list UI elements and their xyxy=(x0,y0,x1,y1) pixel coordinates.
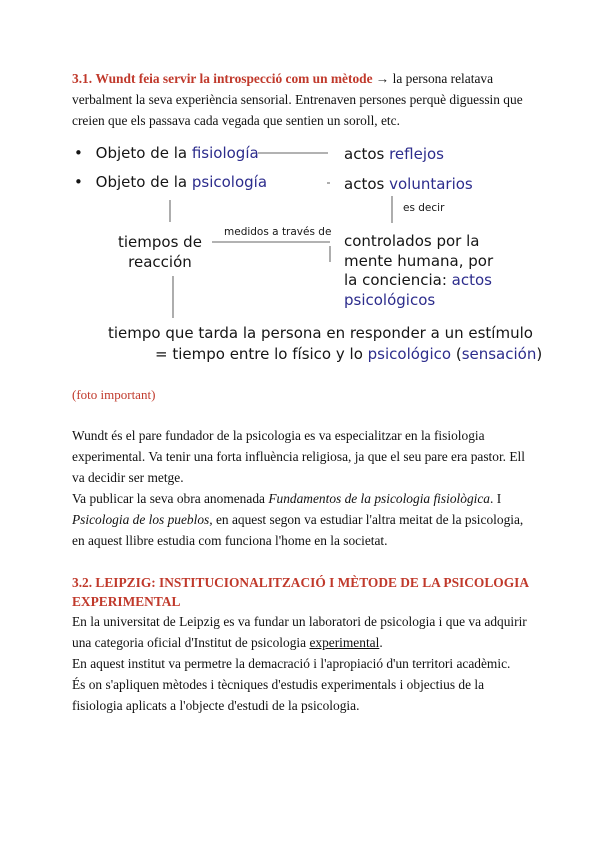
section-3-1-lead: Wundt feia servir la introspecció com un mètode xyxy=(95,71,373,86)
row-prefix: Objeto de la xyxy=(95,173,188,191)
wundt-line-2: experimental. Va tenir una forta influència religiosa, ja que el seu pare era pastor. Ell xyxy=(72,449,525,464)
voluntarios-term: voluntarios xyxy=(389,175,473,193)
actos-voluntarios xyxy=(344,175,473,193)
psicologico-term: psicológico xyxy=(367,345,452,363)
section-3-1-text: la persona relatava xyxy=(392,71,494,86)
wundt-line-4-b: . I xyxy=(490,491,502,506)
section-3-1-line-1 xyxy=(72,69,528,90)
psicologicos-term: psicológicos xyxy=(344,290,436,309)
actos-prefix: actos xyxy=(344,175,385,193)
section-3-2-line-3: En aquest institut va permetre la demacració i l'apropiació d'un territori acadèmic. xyxy=(72,656,511,671)
controlados-line-1: controlados por la xyxy=(344,232,480,250)
tiempos-reaccion xyxy=(118,232,202,272)
section-3-2-heading xyxy=(72,573,532,611)
wundt-line-4 xyxy=(72,489,528,510)
paren-close: ) xyxy=(536,345,543,363)
section-3-2-line-4: És on s'apliquen mètodes i tècniques d'estudis experimentals i objectius de la xyxy=(72,677,485,692)
tiempo-prefix: = tiempo entre lo físico y lo xyxy=(155,345,363,363)
wundt-line-5 xyxy=(72,510,528,531)
reflejos-term: reflejos xyxy=(389,145,444,163)
tiempos-line-1: tiempos de xyxy=(118,233,202,251)
wundt-line-1: Wundt és el pare fundador de la psicologia es va especialitzar en la fisiologia xyxy=(72,428,485,443)
section-3-2-line-2 xyxy=(72,633,528,654)
section-3-2-line-5: fisiologia aplicats a l'objecte d'estudi de la psicologia. xyxy=(72,698,360,713)
row-prefix: Objeto de la xyxy=(95,144,188,162)
actos-prefix: actos xyxy=(344,145,385,163)
section-3-2-line-1: En la universitat de Leipzig es va fundar un laboratori de psicologia i que va adquirir xyxy=(72,614,527,629)
psicologia-term: psicología xyxy=(191,173,268,191)
diagram-row-fisiologia xyxy=(74,144,259,162)
section-3-1-line-2: verbalment la seva experiència sensorial. Entrenaven persones perquè diguessin que xyxy=(72,92,523,107)
fisiologia-term: fisiología xyxy=(191,144,259,162)
line-2-b: . xyxy=(379,635,383,650)
foto-important-note: (foto important) xyxy=(72,387,156,402)
wundt-line-6: en aquest llibre estudia com funciona l'home en la societat. xyxy=(72,533,388,548)
bullet-icon: • xyxy=(74,144,83,162)
arrow-icon: → xyxy=(375,71,390,86)
wundt-line-3: va decidir ser metge. xyxy=(72,470,184,485)
actos-term: actos xyxy=(451,271,492,289)
es-decir-label: es decir xyxy=(403,202,445,214)
line-2-a: una categoria oficial d'Institut de psicologia xyxy=(72,635,307,650)
wundt-line-4-a: Va publicar la seva obra anomenada xyxy=(72,491,265,506)
book-title-fundamentos: Fundamentos de la psicologia fisiològica xyxy=(268,491,490,506)
book-title-pueblos: Psicologia de los pueblos, xyxy=(72,512,213,527)
controlados-line-3 xyxy=(344,271,493,291)
diagram-row-psicologia xyxy=(74,173,267,191)
tiempo-line-1: tiempo que tarda la persona en responder a un estímulo xyxy=(108,324,533,342)
paren-open: ( xyxy=(455,345,462,363)
heading-line-2: EXPERIMENTAL xyxy=(72,594,181,609)
section-3-1-line-3: creien que els passava cada vegada que sentien un soroll, etc. xyxy=(72,113,400,128)
medidos-label: medidos a través de xyxy=(224,226,332,238)
tiempos-line-2: reacción xyxy=(128,253,192,271)
tiempo-line-2 xyxy=(155,345,542,363)
bullet-icon: • xyxy=(74,173,83,191)
heading-line-1: 3.2. LEIPZIG: INSTITUCIONALITZACIÓ I MÈTODE DE LA PSICOLOGIA xyxy=(72,575,529,590)
actos-reflejos xyxy=(344,145,444,163)
wundt-line-5-b: en aquest segon va estudiar l'altra meitat de la psicologia, xyxy=(215,512,524,527)
section-3-1-number: 3.1. xyxy=(72,71,93,86)
controlados-block xyxy=(344,232,493,310)
conciencia-prefix: la conciencia: xyxy=(344,271,447,289)
experimental-underlined: experimental xyxy=(309,635,380,650)
sensacion-term: sensación xyxy=(461,345,537,363)
controlados-line-2: mente humana, por xyxy=(344,251,494,270)
